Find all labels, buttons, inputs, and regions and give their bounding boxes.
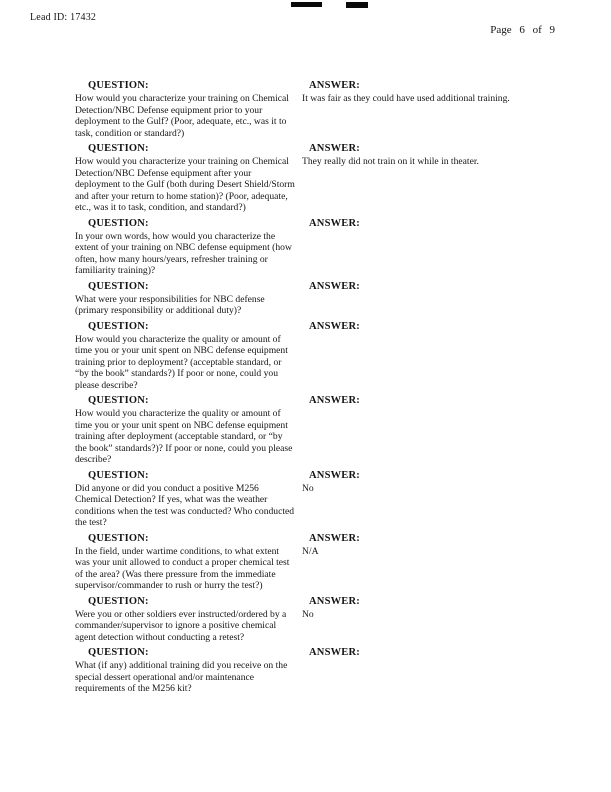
question-label: QUESTION: [88,143,149,154]
question-column [75,218,295,277]
qa-list [75,80,579,699]
question-text: Did anyone or did you conduct a positive M256 Chemical Detection? If yes, what was the weather conditions when the test was conducted? Who conducted the test? [75,482,295,528]
scan-artifact-mark [291,2,322,7]
question-label: QUESTION: [88,532,149,544]
answer-text: They really did not train on it while in theater. [302,156,479,167]
answer-text: N/A [302,545,319,557]
answer-text: No [302,482,314,494]
question-text: In your own words, how would you characterize the extent of your training on NBC defense equipment (how often, how many hours/years, refresher training or familiarity training)? [75,230,292,276]
question-text: Were you or other soldiers ever instructed/ordered by a commander/supervisor to ignore a positive chemical agent detection without conducting a retest? [75,608,287,643]
scan-artifact-mark [346,2,368,8]
answer-label: ANSWER: [309,143,360,154]
question-text: How would you characterize the quality or amount of time you or your unit spent on NBC defense equipment training prior to deployment? (acceptable standard, or “by the book” standards?) If poor or none, could you please describe? [75,333,288,391]
answer-column [302,470,579,495]
answer-text [302,660,579,661]
question-column [75,647,295,695]
answer-column [302,596,579,621]
answer-label: ANSWER: [309,80,360,91]
lead-id-label: Lead ID: 17432 [30,12,97,23]
qa-row [75,596,579,644]
question-label: QUESTION: [88,469,149,481]
page-number-label: Page 6 of 9 [490,24,555,36]
question-text: What were your responsibilities for NBC defense (primary responsibility or additional duty)? [75,293,265,316]
question-text: How would you characterize your training on Chemical Detection/NBC Defense equipment after your deployment to the Gulf (both during Desert Shield/Storm and after your return to home station)? (Poor, adequate, etc., was it to task, condition, and standard?) [75,156,295,213]
answer-label: ANSWER: [309,595,360,607]
answer-text [302,231,579,232]
answer-column [302,218,579,232]
answer-column [302,281,579,295]
qa-row [75,533,579,592]
question-column [75,470,295,529]
qa-row [75,395,579,466]
question-label: QUESTION: [88,647,149,658]
question-label: QUESTION: [88,217,149,229]
question-label: QUESTION: [88,320,149,332]
answer-label: ANSWER: [309,217,360,229]
qa-row [75,470,579,529]
answer-label: ANSWER: [309,532,360,544]
answer-text [302,408,579,409]
qa-row [75,647,579,695]
qa-row [75,218,579,277]
answer-text: No [302,608,314,620]
question-label: QUESTION: [88,80,149,91]
answer-label: ANSWER: [309,320,360,332]
answer-text [302,334,579,335]
question-column [75,143,295,214]
question-column [75,596,295,644]
question-column [75,533,295,592]
answer-label: ANSWER: [309,647,360,658]
question-text: How would you characterize the quality or amount of time you or your unit spent on NBC defense equipment training after deployment (acceptable standard, or “by the book” standards?)? If poor or none, could you please describe? [75,408,293,465]
qa-row [75,321,579,392]
qa-row [75,281,579,317]
qa-row [75,143,579,214]
question-column [75,321,295,392]
question-column [75,80,295,139]
answer-column [302,321,579,335]
question-label: QUESTION: [88,395,149,406]
answer-label: ANSWER: [309,395,360,406]
answer-label: ANSWER: [309,280,360,292]
answer-column [302,647,579,661]
answer-column [302,533,579,558]
question-column [75,281,295,317]
question-label: QUESTION: [88,595,149,607]
answer-text [302,294,579,295]
question-text: How would you characterize your training on Chemical Detection/NBC Defense equipment prior to your deployment to the Gulf? (Poor, adequate, etc., was it to task, condition or standard?) [75,93,289,139]
question-column [75,395,295,466]
question-label: QUESTION: [88,280,149,292]
question-text: In the field, under wartime conditions, to what extent was your unit allowed to conduct a proper chemical test of the area? (Was there pressure from the immediate supervisor/commander to rush or hurry the test?) [75,545,290,591]
answer-text: It was fair as they could have used additional training. [302,93,510,104]
answer-column [302,80,579,105]
answer-column [302,395,579,409]
answer-column [302,143,579,168]
answer-label: ANSWER: [309,469,360,481]
qa-row [75,80,579,139]
question-text: What (if any) additional training did you receive on the special dessert operational and/or maintenance requirements of the M256 kit? [75,660,288,694]
